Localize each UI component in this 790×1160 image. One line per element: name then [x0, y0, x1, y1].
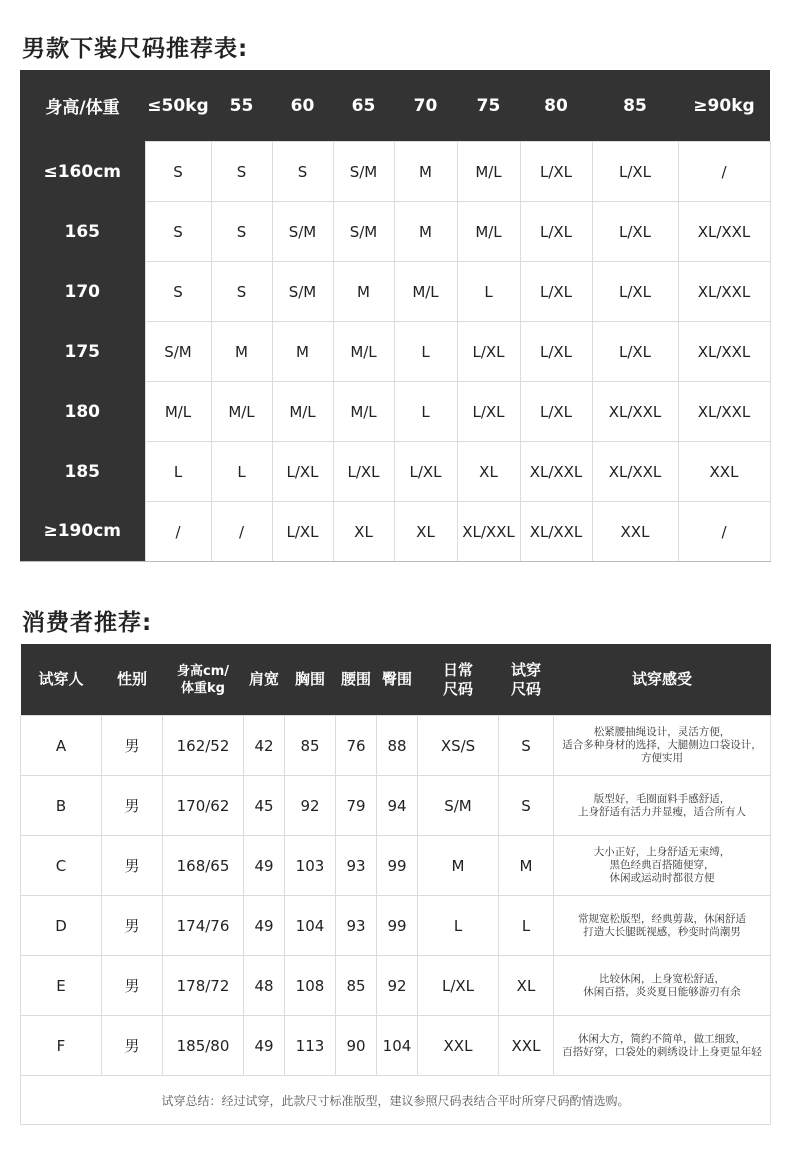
review-row — [21, 776, 771, 836]
hip-header: 臀围 — [377, 644, 418, 716]
chest-cell: 104 — [285, 896, 336, 956]
size-cell: M/L — [145, 382, 211, 442]
hip-cell: 104 — [377, 1016, 418, 1076]
height-weight-corner-header: 身高/体重 — [20, 70, 145, 142]
waist-cell: 93 — [336, 896, 377, 956]
size-cell: L — [394, 322, 457, 382]
size-cell: M/L — [211, 382, 272, 442]
size-cell: M/L — [333, 322, 394, 382]
height-weight-header-line1: 身高cm/ — [176, 663, 229, 679]
tried-size-cell: L — [499, 896, 554, 956]
size-cell: M/L — [457, 202, 520, 262]
review-table-header-row — [21, 644, 771, 716]
shoulder-cell: 49 — [244, 896, 285, 956]
size-cell: XL/XXL — [457, 502, 520, 562]
size-cell: L/XL — [520, 142, 592, 202]
size-cell: XXL — [678, 442, 770, 502]
size-cell: L/XL — [272, 442, 333, 502]
size-cell: L/XL — [520, 382, 592, 442]
hip-cell: 92 — [377, 956, 418, 1016]
height-weight-cell: 170/62 — [163, 776, 244, 836]
size-cell: M — [211, 322, 272, 382]
feeling-line: 百搭好穿，口袋处的刺绣设计上身更显年轻 — [562, 1045, 762, 1058]
feeling-line: 大小正好，上身舒适无束缚， — [593, 846, 731, 858]
gender-header: 性别 — [102, 644, 163, 716]
size-cell: / — [678, 502, 770, 562]
size-cell: S/M — [272, 262, 333, 322]
feeling-cell — [554, 896, 771, 956]
size-row — [20, 262, 770, 322]
feeling-line: 黑色经典百搭随便穿， — [609, 859, 715, 871]
height-row-header: 170 — [20, 262, 145, 322]
tried-size-cell: XL — [499, 956, 554, 1016]
size-row — [20, 442, 770, 502]
size-row — [20, 502, 770, 562]
feeling-header: 试穿感受 — [554, 644, 771, 716]
size-cell: XL/XXL — [678, 202, 770, 262]
daily-size-header-line2: 尺码 — [442, 679, 473, 698]
waist-header: 腰围 — [336, 644, 377, 716]
feeling-cell — [554, 776, 771, 836]
height-weight-cell: 185/80 — [163, 1016, 244, 1076]
size-cell: M/L — [272, 382, 333, 442]
waist-cell: 93 — [336, 836, 377, 896]
size-cell: L/XL — [592, 262, 678, 322]
summary-row — [21, 1076, 771, 1125]
feeling-line: 休闲或运动时都很方便 — [609, 872, 715, 884]
size-cell: XL — [333, 502, 394, 562]
size-cell: L/XL — [520, 322, 592, 382]
shoulder-cell: 48 — [244, 956, 285, 1016]
size-recommendation-table — [20, 70, 771, 562]
hip-cell: 99 — [377, 896, 418, 956]
size-cell: L/XL — [457, 382, 520, 442]
review-row — [21, 896, 771, 956]
consumer-recommendation-title: 消费者推荐: — [22, 610, 153, 636]
chest-cell: 108 — [285, 956, 336, 1016]
feeling-line: 常规宽松版型，经典剪裁，休闲舒适 — [578, 912, 746, 925]
fit-summary: 试穿总结：经过试穿，此款尺寸标准版型，建议参照尺码表结合平时所穿尺码酌情选购。 — [21, 1076, 771, 1125]
size-cell: XL/XXL — [592, 382, 678, 442]
daily-size-cell: M — [418, 836, 499, 896]
tried-size-header-line2: 尺码 — [510, 679, 541, 698]
size-chart-title: 男款下装尺码推荐表: — [22, 36, 249, 62]
tester-cell: A — [21, 716, 102, 776]
size-cell: L/XL — [272, 502, 333, 562]
daily-size-header — [418, 644, 499, 716]
size-cell: XL/XXL — [592, 442, 678, 502]
shoulder-cell: 42 — [244, 716, 285, 776]
tried-size-header-line1: 试穿 — [510, 660, 541, 679]
size-cell: L/XL — [592, 322, 678, 382]
height-weight-header — [163, 644, 244, 716]
height-weight-cell: 168/65 — [163, 836, 244, 896]
size-cell: S — [211, 202, 272, 262]
feeling-line: 比较休闲，上身宽松舒适， — [599, 972, 725, 985]
tried-size-cell: M — [499, 836, 554, 896]
gender-cell: 男 — [102, 1016, 163, 1076]
tester-cell: C — [21, 836, 102, 896]
height-weight-cell: 162/52 — [163, 716, 244, 776]
height-row-header: 185 — [20, 442, 145, 502]
shoulder-cell: 49 — [244, 1016, 285, 1076]
height-row-header: ≤160cm — [20, 142, 145, 202]
size-cell: XL/XXL — [520, 442, 592, 502]
size-cell: / — [211, 502, 272, 562]
tester-cell: D — [21, 896, 102, 956]
size-cell: L — [394, 382, 457, 442]
daily-size-cell: XS/S — [418, 716, 499, 776]
size-cell: S — [211, 142, 272, 202]
size-row — [20, 202, 770, 262]
size-cell: L/XL — [394, 442, 457, 502]
weight-header: ≤50kg — [145, 70, 211, 142]
gender-cell: 男 — [102, 836, 163, 896]
waist-cell: 79 — [336, 776, 377, 836]
size-row — [20, 322, 770, 382]
size-cell: S — [272, 142, 333, 202]
hip-cell: 99 — [377, 836, 418, 896]
waist-cell: 90 — [336, 1016, 377, 1076]
size-cell: XL/XXL — [520, 502, 592, 562]
size-cell: L/XL — [520, 202, 592, 262]
tester-cell: F — [21, 1016, 102, 1076]
size-cell: M — [394, 142, 457, 202]
review-row — [21, 836, 771, 896]
size-cell: M — [333, 262, 394, 322]
size-cell: XL/XXL — [678, 262, 770, 322]
consumer-review-table — [20, 644, 771, 1125]
feeling-cell — [554, 1016, 771, 1076]
feeling-line: 休闲大方，简约不简单，做工细致， — [578, 1032, 746, 1045]
size-cell: L — [211, 442, 272, 502]
feeling-line: 打造大长腿既视感，秒变时尚潮男 — [583, 925, 741, 938]
size-cell: S/M — [333, 142, 394, 202]
size-cell: S — [145, 262, 211, 322]
weight-header: 70 — [394, 70, 457, 142]
weight-header: 85 — [592, 70, 678, 142]
height-weight-header-line2: 体重kg — [181, 680, 225, 696]
size-cell: L/XL — [457, 322, 520, 382]
weight-header: 65 — [333, 70, 394, 142]
size-cell: XL — [394, 502, 457, 562]
chest-header: 胸围 — [285, 644, 336, 716]
size-cell: S — [145, 202, 211, 262]
size-cell: L/XL — [520, 262, 592, 322]
size-cell: M/L — [457, 142, 520, 202]
size-cell: / — [145, 502, 211, 562]
size-cell: / — [678, 142, 770, 202]
feeling-cell — [554, 836, 771, 896]
size-cell: S — [145, 142, 211, 202]
chest-cell: 92 — [285, 776, 336, 836]
waist-cell: 85 — [336, 956, 377, 1016]
feeling-line: 方便实用 — [641, 752, 683, 764]
size-table-header-row — [20, 70, 770, 142]
feeling-cell — [554, 956, 771, 1016]
shoulder-cell: 45 — [244, 776, 285, 836]
feeling-cell — [554, 716, 771, 776]
feeling-line: 休闲百搭，炎炎夏日能够游刃有余 — [583, 985, 741, 998]
daily-size-cell: XXL — [418, 1016, 499, 1076]
height-row-header: 165 — [20, 202, 145, 262]
size-cell: M — [272, 322, 333, 382]
size-cell: L — [145, 442, 211, 502]
size-cell: S/M — [145, 322, 211, 382]
feeling-line: 上身舒适有活力并显瘦，适合所有人 — [578, 805, 746, 818]
tried-size-header — [499, 644, 554, 716]
review-row — [21, 956, 771, 1016]
size-cell: L — [457, 262, 520, 322]
height-weight-cell: 174/76 — [163, 896, 244, 956]
weight-header: 75 — [457, 70, 520, 142]
daily-size-cell: L — [418, 896, 499, 956]
size-cell: L/XL — [333, 442, 394, 502]
weight-header: ≥90kg — [678, 70, 770, 142]
size-cell: XL — [457, 442, 520, 502]
height-row-header: ≥190cm — [20, 502, 145, 562]
feeling-line: 版型好，毛圈面料手感舒适， — [593, 792, 731, 805]
gender-cell: 男 — [102, 716, 163, 776]
size-cell: L/XL — [592, 202, 678, 262]
size-cell: L/XL — [592, 142, 678, 202]
weight-header: 60 — [272, 70, 333, 142]
size-cell: M/L — [394, 262, 457, 322]
size-cell: S/M — [272, 202, 333, 262]
hip-cell: 94 — [377, 776, 418, 836]
tester-cell: B — [21, 776, 102, 836]
tried-size-cell: S — [499, 716, 554, 776]
chest-cell: 85 — [285, 716, 336, 776]
daily-size-header-line1: 日常 — [442, 660, 473, 679]
tried-size-cell: S — [499, 776, 554, 836]
height-row-header: 180 — [20, 382, 145, 442]
size-cell: S — [211, 262, 272, 322]
daily-size-cell: L/XL — [418, 956, 499, 1016]
size-cell: M/L — [333, 382, 394, 442]
gender-cell: 男 — [102, 896, 163, 956]
tester-header: 试穿人 — [21, 644, 102, 716]
shoulder-header: 肩宽 — [244, 644, 285, 716]
gender-cell: 男 — [102, 776, 163, 836]
feeling-line: 适合多种身材的选择，大腿侧边口袋设计， — [562, 739, 762, 751]
size-cell: S/M — [333, 202, 394, 262]
chest-cell: 113 — [285, 1016, 336, 1076]
shoulder-cell: 49 — [244, 836, 285, 896]
hip-cell: 88 — [377, 716, 418, 776]
size-cell: XL/XXL — [678, 382, 770, 442]
weight-header: 80 — [520, 70, 592, 142]
review-row — [21, 1016, 771, 1076]
size-row — [20, 382, 770, 442]
weight-header: 55 — [211, 70, 272, 142]
review-row — [21, 716, 771, 776]
size-row — [20, 142, 770, 202]
chest-cell: 103 — [285, 836, 336, 896]
size-cell: M — [394, 202, 457, 262]
daily-size-cell: S/M — [418, 776, 499, 836]
tried-size-cell: XXL — [499, 1016, 554, 1076]
waist-cell: 76 — [336, 716, 377, 776]
tester-cell: E — [21, 956, 102, 1016]
gender-cell: 男 — [102, 956, 163, 1016]
height-row-header: 175 — [20, 322, 145, 382]
size-cell: XL/XXL — [678, 322, 770, 382]
feeling-line: 松紧腰抽绳设计，灵活方便， — [593, 726, 731, 738]
size-cell: XXL — [592, 502, 678, 562]
height-weight-cell: 178/72 — [163, 956, 244, 1016]
